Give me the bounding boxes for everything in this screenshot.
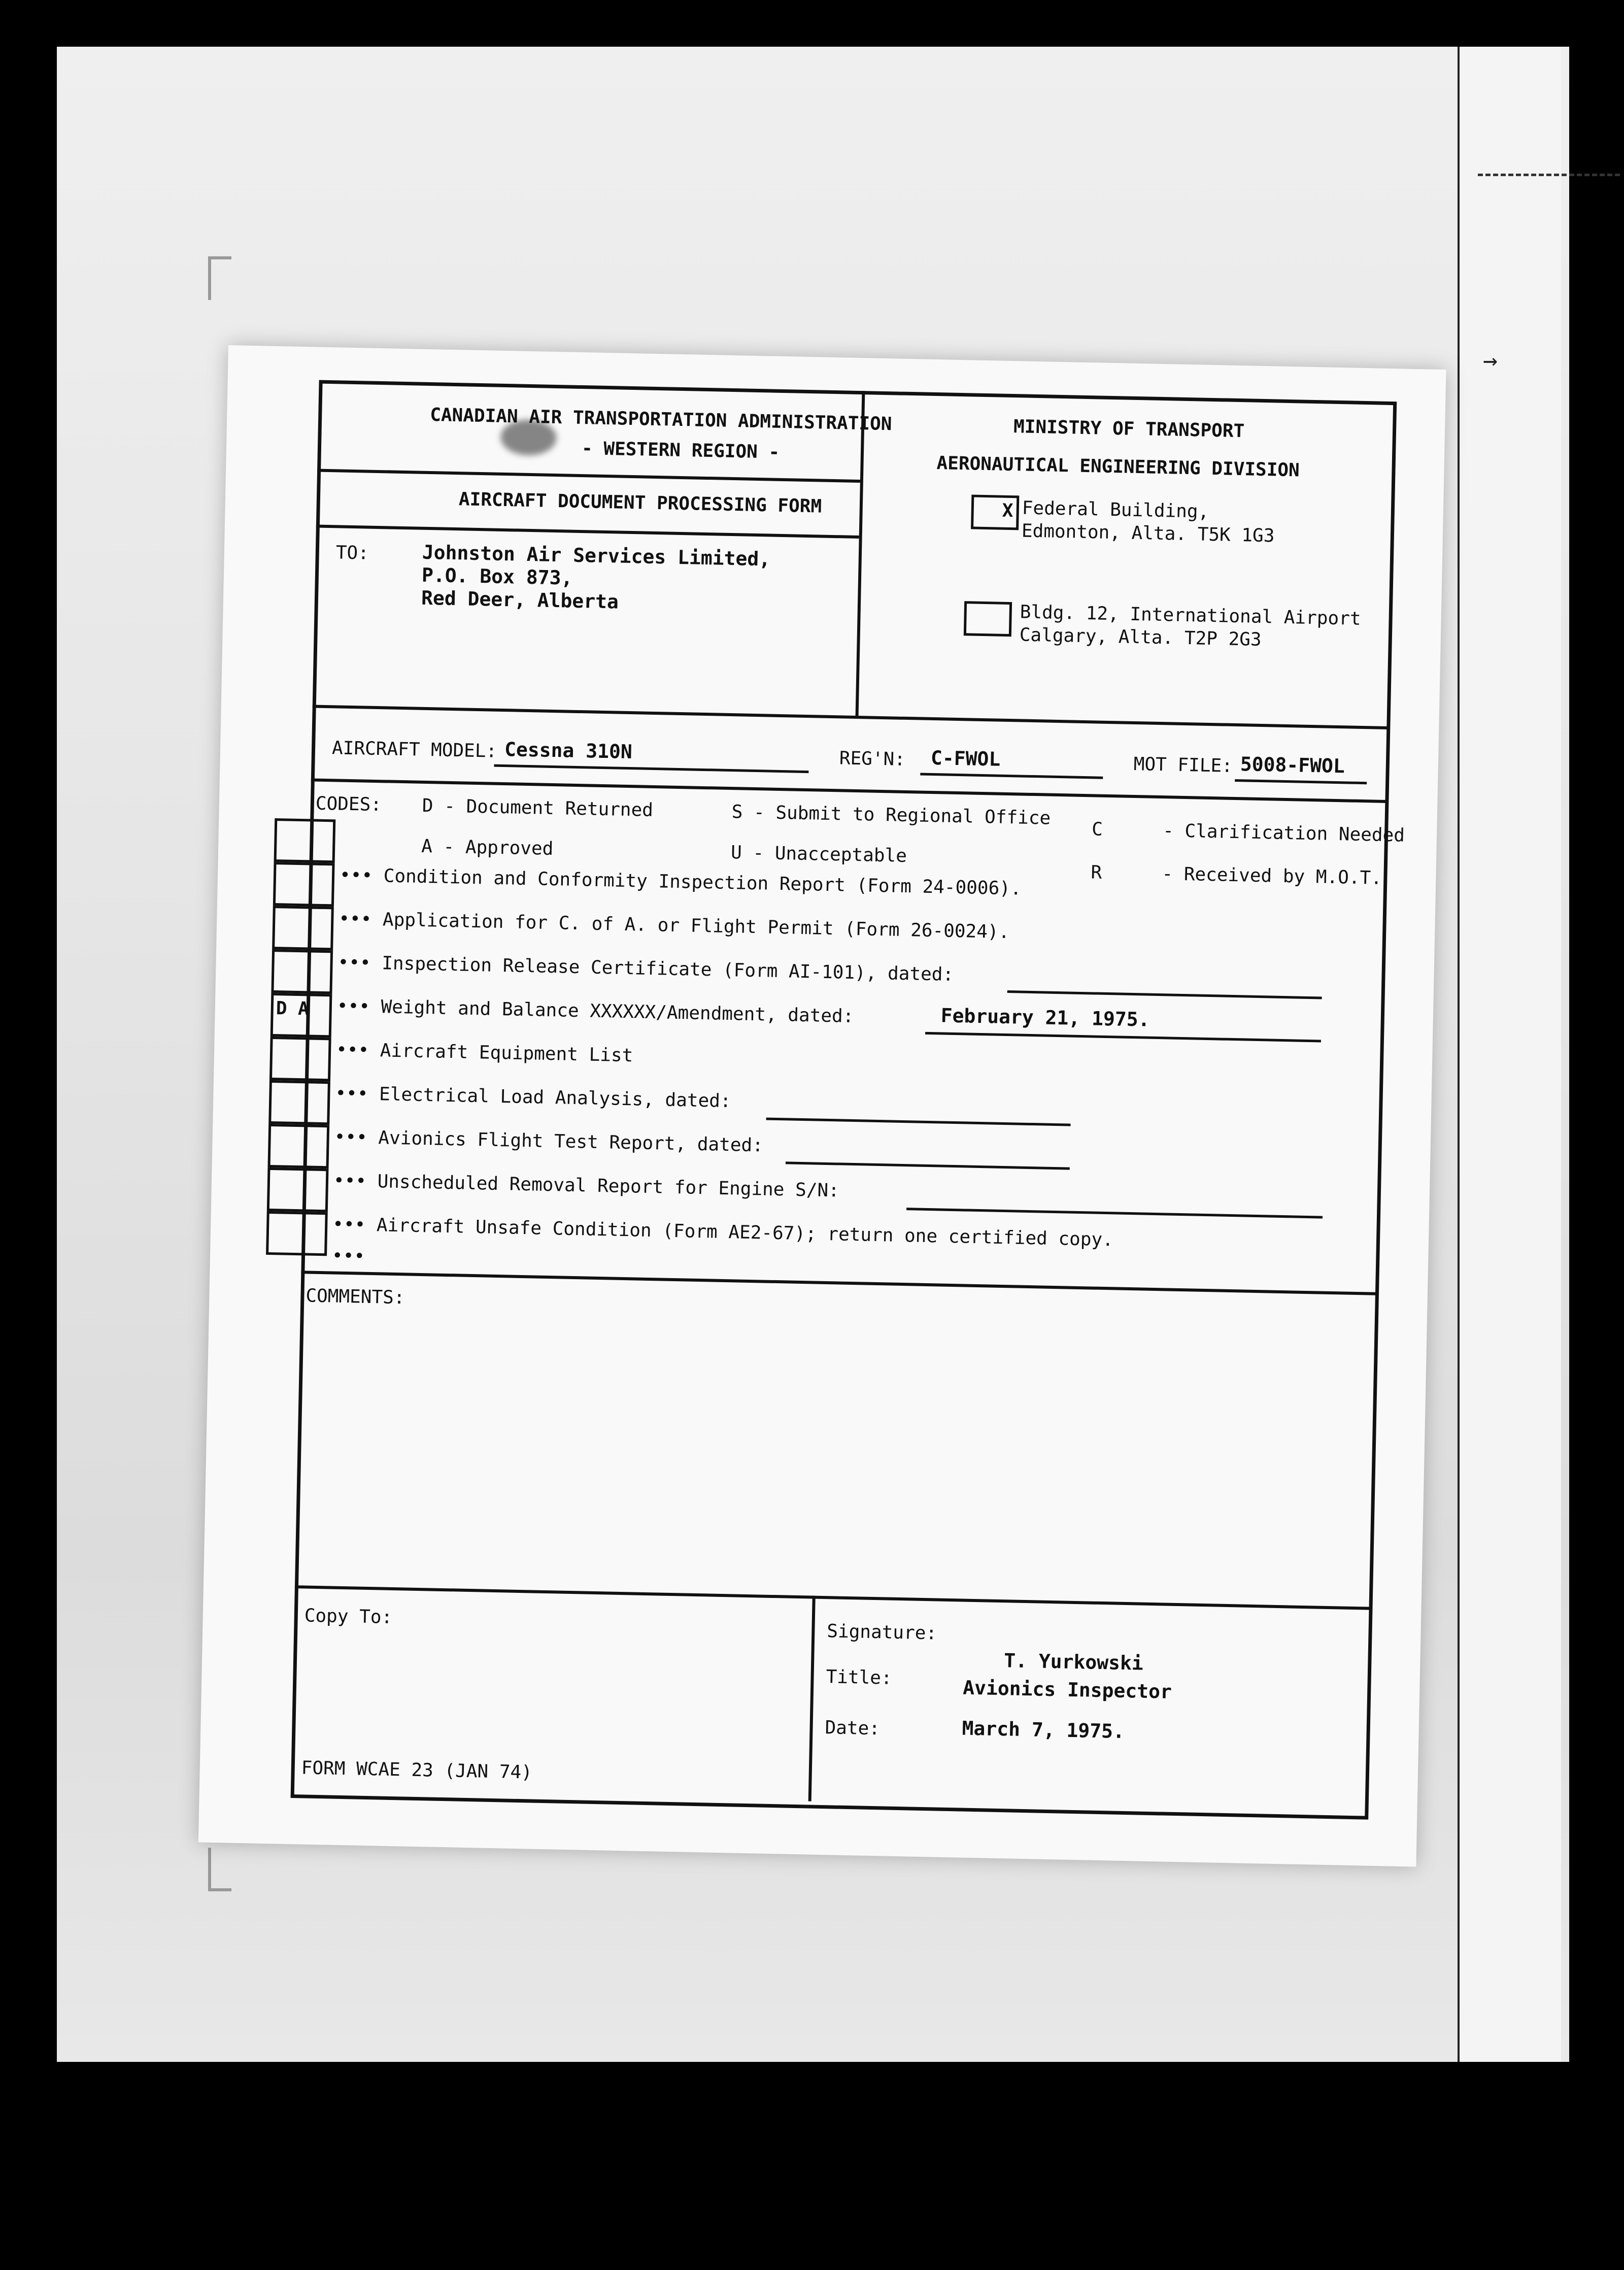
code-c-text: - Clarification Needed [1162,820,1405,846]
code-cell [267,1167,329,1212]
code-cell [271,949,333,994]
crop-mark-top-left [208,256,231,300]
copy-to-label: Copy To: [304,1605,393,1628]
code-u: U - Unacceptable [730,842,907,867]
date-value: March 7, 1975. [962,1717,1125,1743]
item-text: ••• [331,1245,365,1267]
item-text: ••• Condition and Conformity Inspection Report (Form 24-0006). [339,864,1022,899]
item-text: ••• Aircraft Equipment List [335,1039,633,1066]
dashed-mark [1478,174,1620,176]
office-calgary-checkbox [964,601,1012,637]
code-cell [266,1211,328,1256]
ministry-name: MINISTRY OF TRANSPORT [1013,416,1245,442]
region-name: - WESTERN REGION - [581,438,780,463]
processing-form [198,345,1446,1867]
code-cell [273,862,335,907]
code-d: D - Document Returned [422,795,654,821]
codes-label: CODES: [315,793,382,816]
check-mark: X [1002,500,1013,522]
signature-label: Signature: [826,1621,937,1644]
item-value: February 21, 1975. [940,1004,1150,1031]
office-calgary-line-1: Bldg. 12, International Airport [1020,602,1361,629]
division-name: AERONAUTICAL ENGINEERING DIVISION [936,453,1300,481]
office-edmonton-line-2: Edmonton, Alta. T5K 1G3 [1021,520,1275,547]
to-line-3: Red Deer, Alberta [421,586,619,613]
code-s: S - Submit to Regional Office [731,802,1051,829]
code-cell [274,818,336,863]
regn-label: REG'N: [839,748,906,770]
item-text: ••• Electrical Load Analysis, dated: [335,1083,731,1112]
item-text: ••• Inspection Release Certificate (Form AI-101), dated: [337,952,954,985]
code-r: R [1091,862,1102,883]
to-line-1: Johnston Air Services Limited, [422,541,771,571]
code-cell [268,1124,330,1169]
comments-label: COMMENTS: [306,1285,405,1309]
signature-value: T. Yurkowski [1003,1649,1144,1675]
title-label: Title: [826,1666,893,1689]
code-a: A - Approved [421,836,554,860]
code-cell [272,906,334,950]
to-line-2: P.O. Box 873, [421,563,573,589]
code-cell [269,1037,331,1081]
item-text: ••• Unscheduled Removal Report for Engine S/N: [333,1170,840,1201]
arrow-mark: → [1483,346,1498,375]
back-sheet-edge [1458,47,1561,2062]
item-text: ••• Weight and Balance XXXXXX/Amendment, dated: [336,995,854,1027]
model-value: Cessna 310N [504,738,633,763]
code-cell [268,1080,330,1125]
mot-file-label: MOT FILE: [1133,753,1233,777]
org-name: CANADIAN AIR TRANSPORTATION ADMINISTRATION [429,405,892,435]
office-edmonton-line-1: Federal Building, [1022,497,1209,522]
mot-file-value: 5008-FWOL [1240,753,1345,778]
item-code: D A [276,998,310,1020]
item-text: ••• Application for C. of A. or Flight Permit (Form 26-0024). [338,908,1010,943]
code-r-text: - Received by M.O.T. [1162,863,1382,889]
date-label: Date: [825,1717,881,1740]
to-label: TO: [335,542,369,564]
crop-mark-bottom-left [208,1848,231,1891]
form-number: FORM WCAE 23 (JAN 74) [301,1757,533,1783]
item-text: ••• Aircraft Unsafe Condition (Form AE2-67); return one certified copy. [332,1214,1114,1251]
regn-value: C-FWOL [930,746,1001,771]
model-label: AIRCRAFT MODEL: [331,738,497,762]
item-text: ••• Avionics Flight Test Report, dated: [334,1126,764,1156]
code-c: C [1091,819,1103,840]
office-edmonton-checkbox [971,494,1019,530]
office-calgary-line-2: Calgary, Alta. T2P 2G3 [1019,624,1262,650]
form-title: AIRCRAFT DOCUMENT PROCESSING FORM [458,489,822,517]
title-value: Avionics Inspector [962,1676,1172,1703]
